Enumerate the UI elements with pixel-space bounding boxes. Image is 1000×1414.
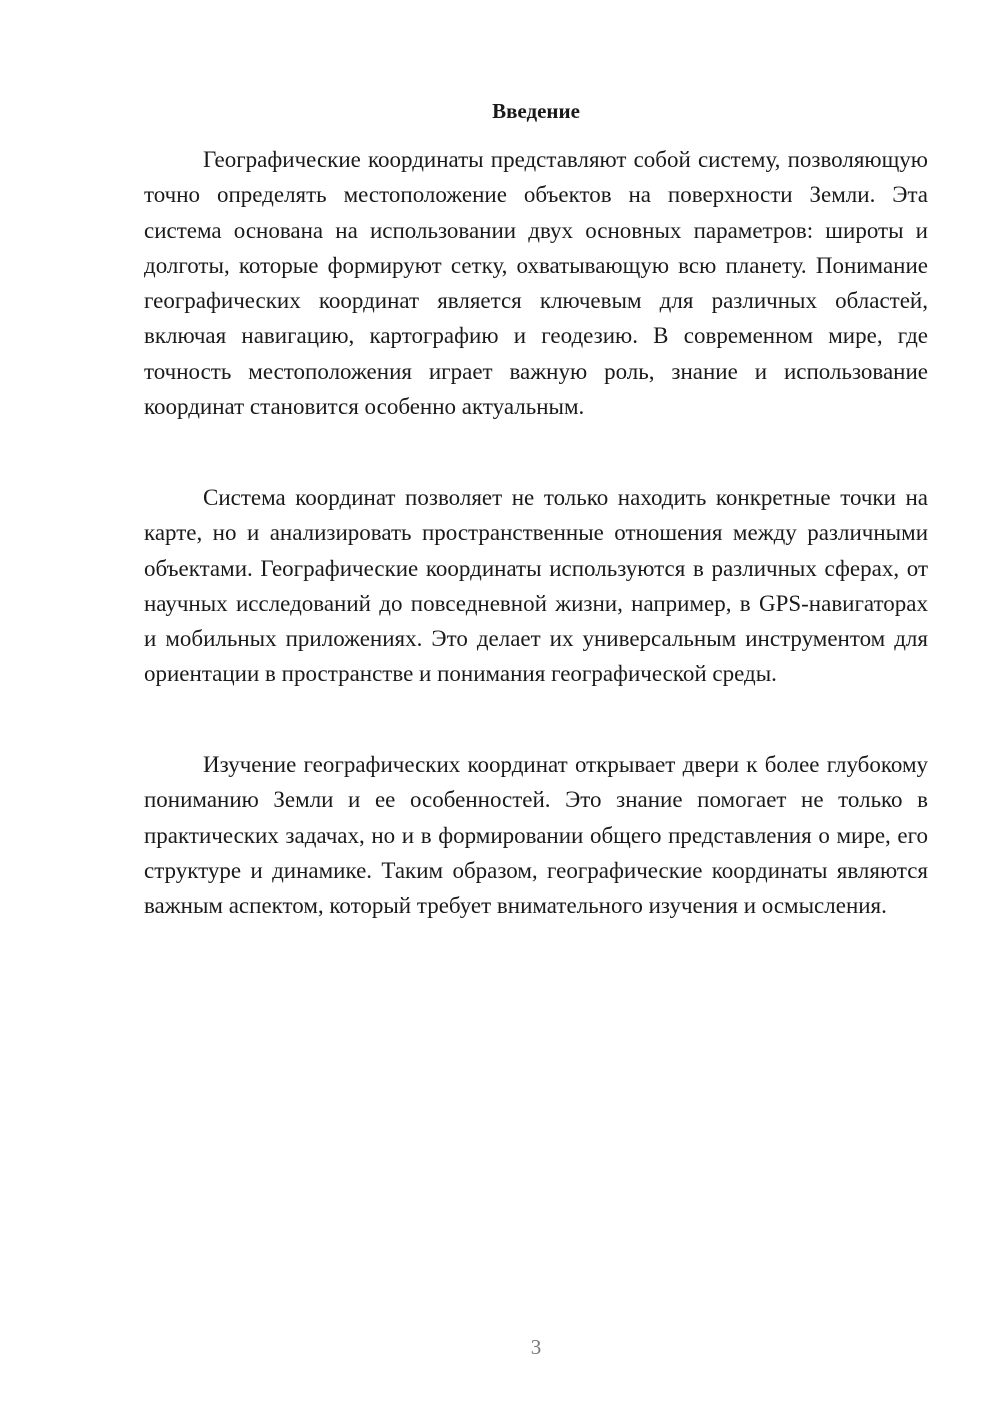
paragraph-3: Изучение географических координат открывает двери к более глубокому пониманию Земли и ее особенностей. Это знание помогает не только в практических задачах, но и в формировании общего представления о мире, его структуре и динамике. Таким образом, географические координаты являются важным аспектом, который требует внимательного изучения и осмысления. [144,752,928,919]
paragraph-1: Географические координаты представляют собой систему, позволяющую точно определять местоположение объектов на поверхности Земли. Эта система основана на использовании двух основных параметров: широты и долготы, которые формируют сетку, охватывающую всю планету. Понимание географических координат является ключевым для различных областей, включая навигацию, картографию и геодезию. В современном мире, где точность местоположения играет важную роль, знание и использование координат становится особенно актуальным. [144,147,928,420]
page-number: 3 [530,1335,542,1359]
page-title: Введение [492,99,580,123]
paragraph-2: Система координат позволяет не только находить конкретные точки на карте, но и анализировать пространственные отношения между различными объектами. Географические координаты используются в различных сферах, от научных исследований до повседневной жизни, например, в GPS-навигаторах и мобильных приложениях. Это делает их универсальным инструментом для ориентации в пространстве и понимания географической среды. [144,485,928,687]
